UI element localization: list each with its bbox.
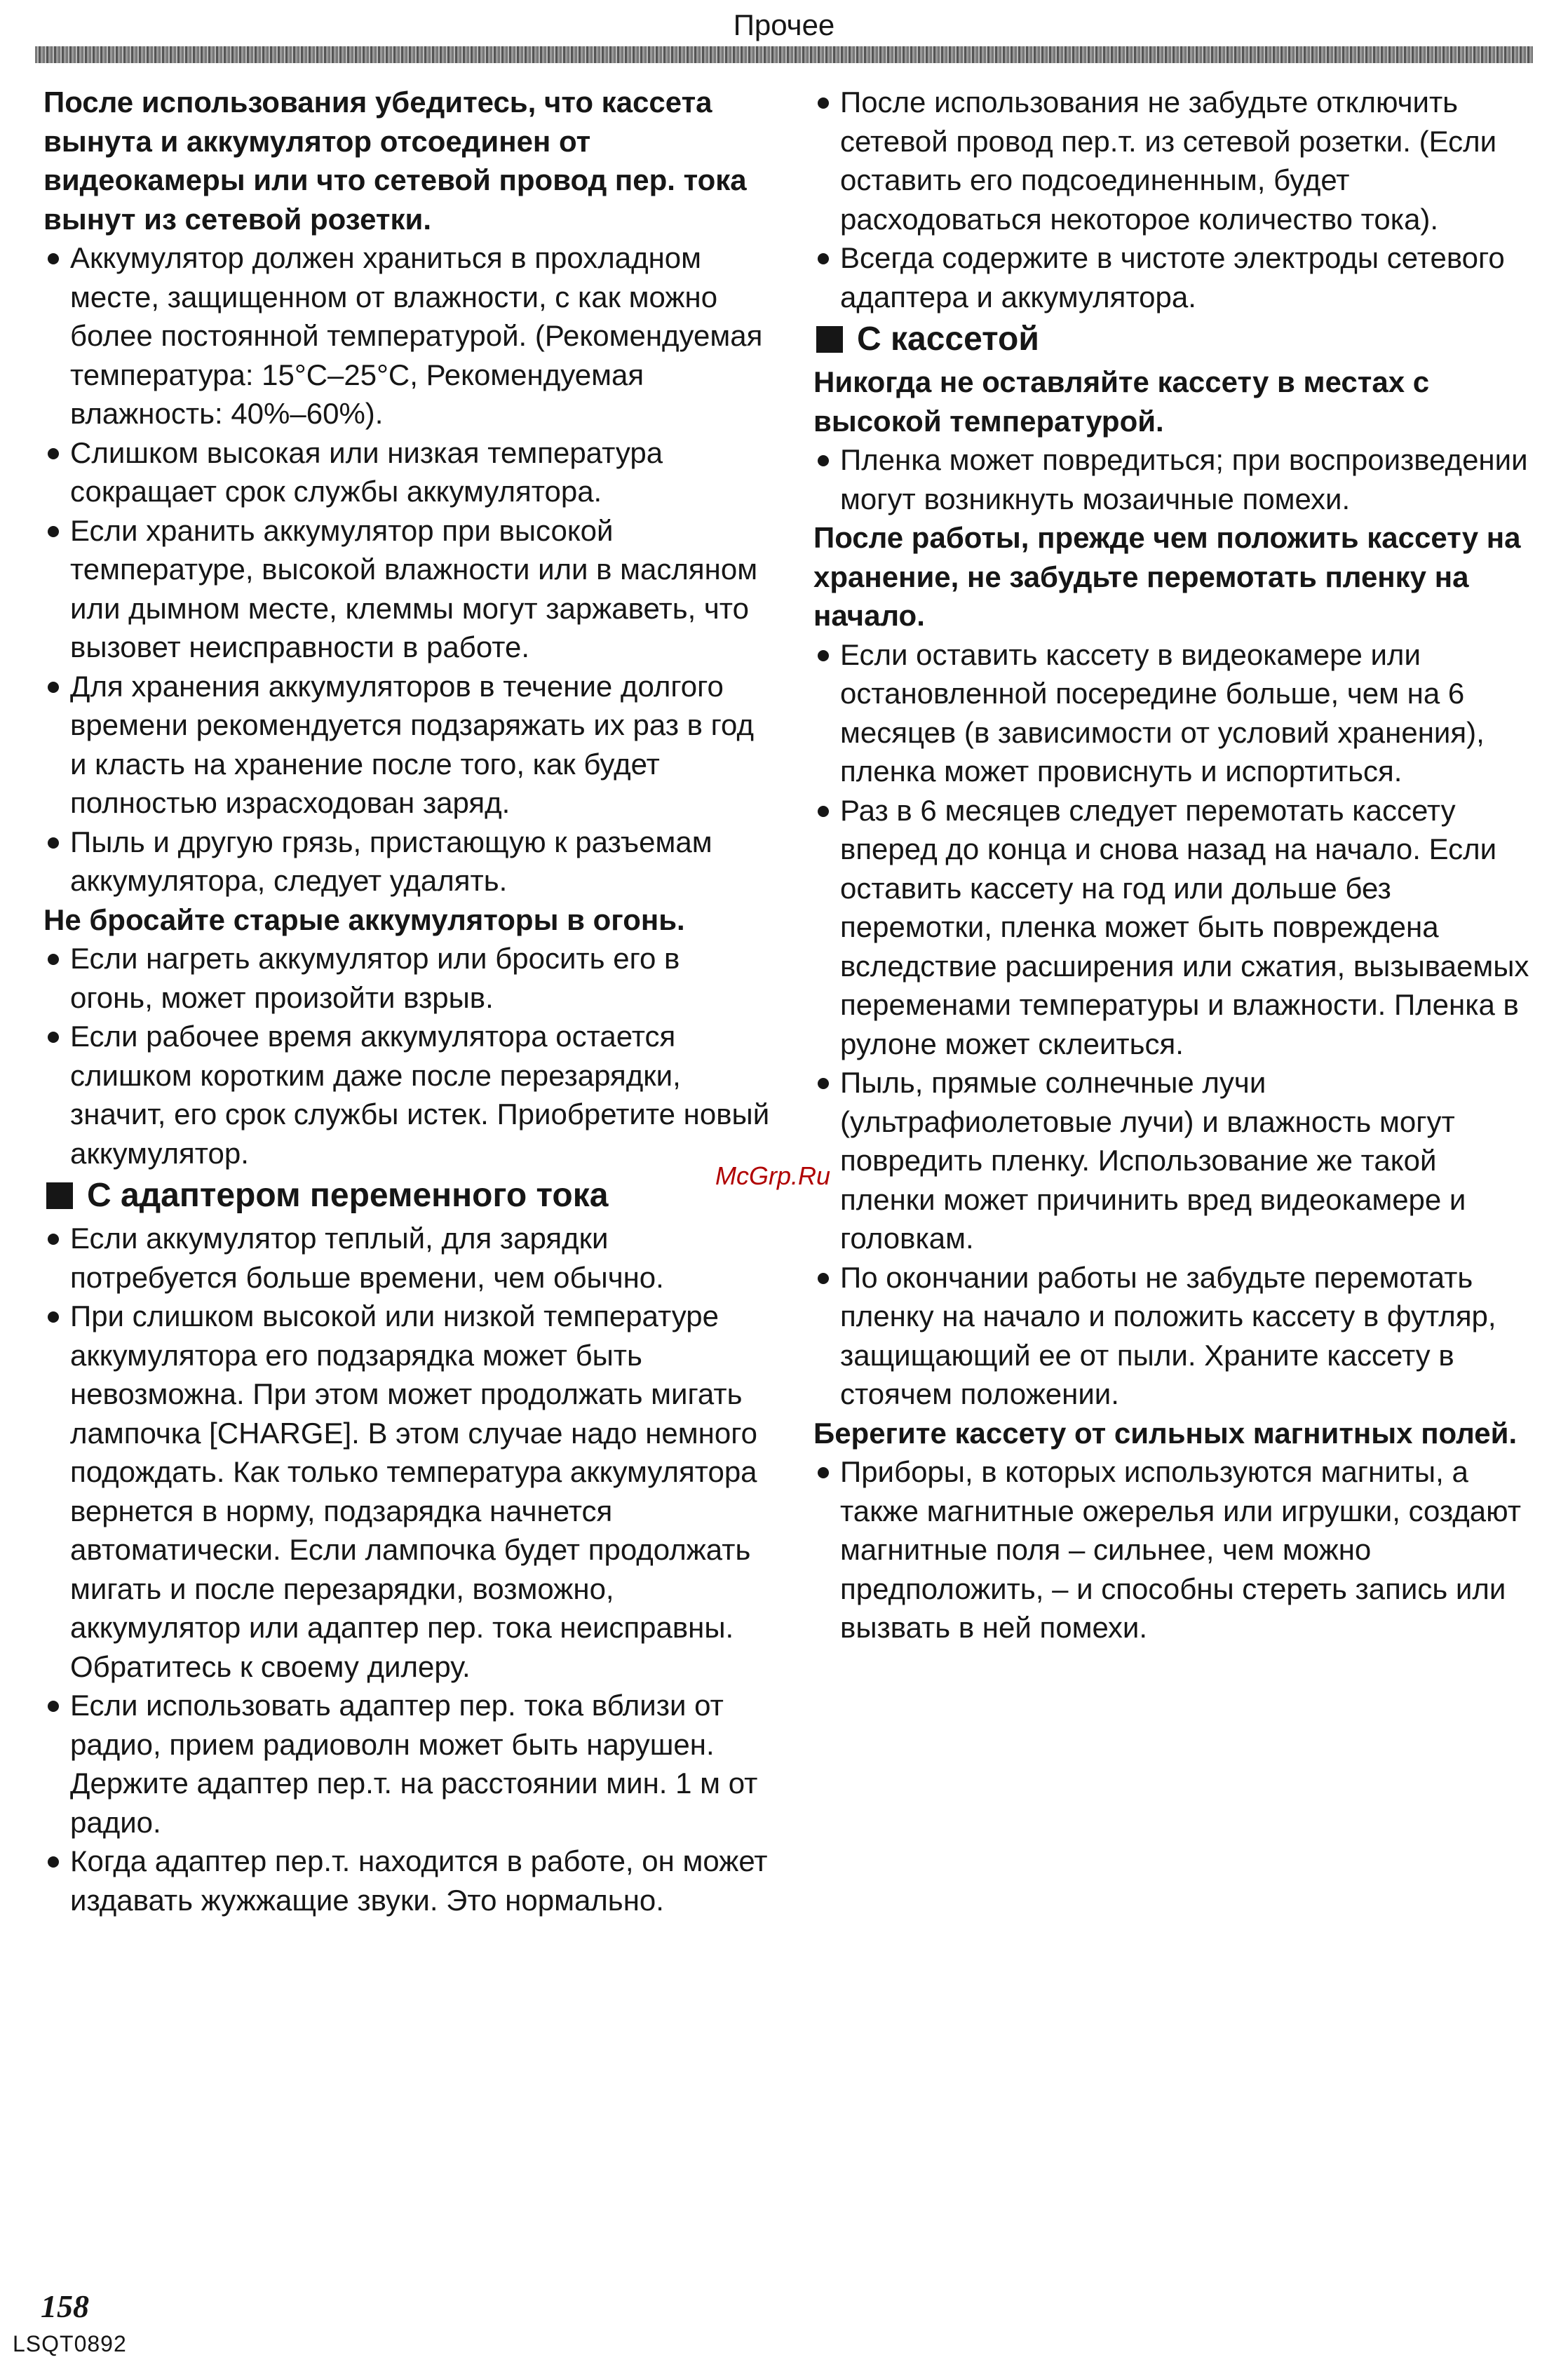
bullet-icon [818, 1273, 829, 1284]
bullet-icon [818, 1467, 829, 1478]
bullet-item [813, 791, 1536, 1064]
section-heading [813, 316, 1536, 363]
bullet-icon [48, 954, 59, 965]
bold-paragraph: Берегите кассету от сильных магнитных полей. [813, 1416, 1518, 1450]
bullet-icon [48, 1311, 59, 1323]
bullet-icon [818, 1078, 829, 1089]
bullet-icon [48, 526, 59, 537]
bullet-icon [48, 253, 59, 264]
bullet-item [813, 1258, 1536, 1414]
watermark: McGrp.Ru [715, 1161, 831, 1190]
left-column [43, 83, 770, 1919]
bullet-item [43, 238, 770, 433]
section-heading-text: С адаптером переменного тока [87, 1177, 609, 1214]
bullet-text: Аккумулятор должен храниться в прохладном месте, защищенном от влажности, с как можно более постоянной температурой. (Рекомендуемая температура: 15°C–25°C, Рекомендуемая влажность: 40%–60%). [70, 241, 763, 430]
bold-paragraph: После использования убедитесь, что кассета вынута и аккумулятор отсоединен от видеокамеры или что сетевой провод пер. тока вынут из сетевой розетки. [43, 86, 747, 236]
section-heading-text: С кассетой [857, 320, 1039, 358]
document-code: LSQT0892 [13, 2331, 127, 2356]
section-square-icon [46, 1182, 73, 1209]
bullet-text: Если аккумулятор теплый, для зарядки потребуется больше времени, чем обычно. [70, 1222, 664, 1294]
bullet-item [813, 1063, 1536, 1258]
bullet-icon [48, 1856, 59, 1868]
right-column [813, 83, 1536, 1647]
bullet-icon [818, 253, 829, 264]
bullet-item [813, 440, 1536, 518]
section-square-icon [816, 326, 843, 353]
bullet-item [813, 635, 1536, 791]
bullet-text: При слишком высокой или низкой температуре аккумулятора его подзарядка может быть невозможна. При этом может продолжать мигать лампочка [CHARGE]. В этом случае надо немного подождать. Как только температура аккумулятора вернется в норму, подзарядка начнется автоматически. Если лампочка будет продолжать мигать и после перезарядки, возможно, аккумулятор или адаптер пер. тока неисправны. Обратитесь к своему дилеру. [70, 1300, 757, 1683]
bullet-text: Когда адаптер пер.т. находится в работе, он может издавать жужжащие звуки. Это нормально. [70, 1844, 768, 1917]
bullet-icon [48, 1234, 59, 1245]
bullet-item [813, 83, 1536, 238]
bullet-icon [48, 448, 59, 459]
bold-paragraph: Никогда не оставляйте кассету в местах с высокой температурой. [813, 365, 1430, 438]
bullet-text: Пленка может повредиться; при воспроизведении могут возникнуть мозаичные помехи. [840, 443, 1528, 515]
bullet-item [43, 1297, 770, 1686]
bullet-text: Если использовать адаптер пер. тока вблизи от радио, прием радиоволн может быть нарушен. Держите адаптер пер.т. на расстоянии мин. 1 м от радио. [70, 1689, 758, 1839]
bullet-icon [818, 97, 829, 109]
section-heading [43, 1173, 770, 1219]
bullet-item [43, 511, 770, 667]
bullet-text: Всегда содержите в чистоте электроды сетевого адаптера и аккумулятора. [840, 241, 1505, 313]
bullet-item [43, 1842, 770, 1919]
header-rule [35, 46, 1533, 63]
bullet-icon [48, 837, 59, 849]
bullet-text: Для хранения аккумуляторов в течение долгого времени рекомендуется подзаряжать их раз в год и класть на хранение после того, как будет полностью израсходован заряд. [70, 669, 754, 819]
bold-paragraph: После работы, прежде чем положить кассету на хранение, не забудьте перемотать пленку на начало. [813, 521, 1521, 632]
bullet-text: По окончании работы не забудьте перемотать пленку на начало и положить кассету в футляр, защищающий ее от пыли. Храните кассету в стоячем положении. [840, 1260, 1496, 1410]
page-number: 158 [41, 2288, 89, 2324]
bullet-text: После использования не забудьте отключить сетевой провод пер.т. из сетевой розетки. (Если оставить его подсоединенным, будет расходоваться некоторое количество тока). [840, 86, 1497, 236]
bold-paragraph: Не бросайте старые аккумуляторы в огонь. [43, 903, 685, 936]
bullet-item [813, 1452, 1536, 1647]
bullet-icon [48, 1032, 59, 1043]
page-header-title: Прочее [733, 8, 835, 41]
bullet-item [43, 1017, 770, 1173]
bullet-text: Пыль и другую грязь, пристающую к разъемам аккумулятора, следует удалять. [70, 825, 712, 897]
bullet-icon [48, 1701, 59, 1712]
bullet-item [43, 939, 770, 1017]
bullet-item [43, 433, 770, 511]
bullet-text: Приборы, в которых используются магниты, а также магнитные ожерелья или игрушки, создают магнитные поля – сильнее, чем можно предположить, – и способны стереть запись или вызвать в ней помехи. [840, 1455, 1521, 1644]
bullet-text: Если нагреть аккумулятор или бросить его в огонь, может произойти взрыв. [70, 942, 680, 1014]
bullet-text: Если оставить кассету в видеокамере или остановленной посередине больше, чем на 6 месяцев (в зависимости от условий хранения), пленка может провиснуть и испортиться. [840, 637, 1485, 788]
bullet-item [43, 1686, 770, 1842]
bullet-text: Если рабочее время аккумулятора остается слишком коротким даже после перезарядки, значит, его срок службы истек. Приобретите новый аккумулятор. [70, 1020, 770, 1170]
bullet-icon [818, 455, 829, 466]
bullet-item [813, 238, 1536, 316]
bullet-icon [818, 650, 829, 661]
bullet-item [43, 823, 770, 900]
bullet-text: Слишком высокая или низкая температура сокращает срок службы аккумулятора. [70, 436, 663, 508]
bullet-icon [818, 806, 829, 817]
bullet-item [43, 1219, 770, 1297]
bullet-item [43, 667, 770, 823]
bullet-text: Раз в 6 месяцев следует перемотать кассету вперед до конца и снова назад на начало. Если оставить кассету на год или дольше без перемотки, пленка может быть повреждена вследствие расширения или сжатия, вызываемых переменами температуры и влажности. Пленка в рулоне может склеиться. [840, 793, 1529, 1060]
bullet-text: Если хранить аккумулятор при высокой температуре, высокой влажности или в масляном или дымном месте, клеммы могут заржаветь, что вызовет неисправности в работе. [70, 513, 758, 663]
bullet-icon [48, 682, 59, 693]
bullet-text: Пыль, прямые солнечные лучи (ультрафиолетовые лучи) и влажность могут повредить пленку. Использование же такой пленки может причинить вред видеокамере и головкам. [840, 1066, 1466, 1255]
